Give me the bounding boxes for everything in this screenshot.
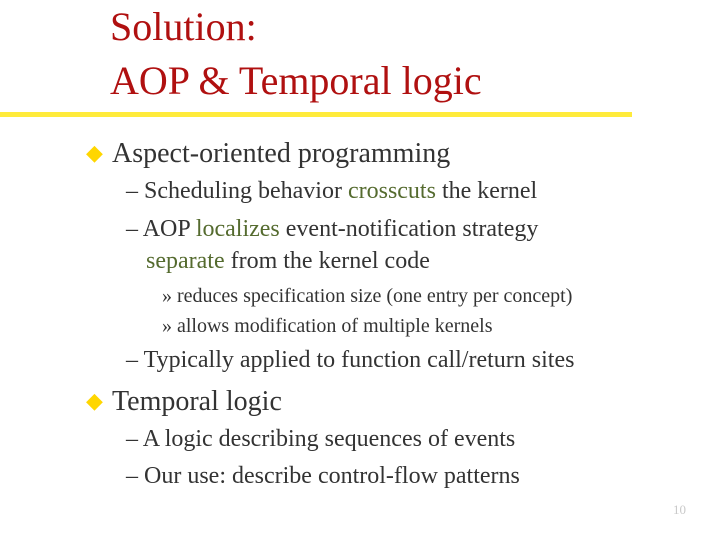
logic-describing-text: A logic describing sequences of events [142,426,516,452]
chevron-marker: » [162,315,177,337]
bullet-temporal [86,384,282,419]
localizes-text-post: event-notification strategy [279,216,539,242]
dash-marker: – [126,463,144,489]
item-our-use [126,460,520,492]
title-line-1: Solution: [110,4,257,49]
diamond-bullet-icon: ◆ [86,388,103,413]
title-underline [0,112,632,117]
localizes-continuation [126,245,538,277]
dash-marker: – [126,347,144,373]
dash-marker: – [126,216,143,242]
subitem-allows [162,312,493,340]
scheduling-text-pre: Scheduling behavior [144,178,348,204]
crosscuts-highlight: crosscuts [347,178,436,204]
localizes-text-pre: AOP [142,216,196,242]
aop-heading: Aspect-oriented programming [112,138,451,169]
dash-marker: – [126,426,143,452]
separate-highlight: separate [146,248,225,274]
typically-text: Typically applied to function call/return sites [143,347,575,373]
localizes-highlight: localizes [195,216,280,242]
temporal-heading: Temporal logic [112,386,282,417]
allows-text: allows modification of multiple kernels [177,315,493,337]
reduces-text: reduces specification size (one entry per concept) [177,285,573,307]
slide-number: 10 [673,502,686,517]
item-typically [126,344,574,376]
diamond-bullet-icon: ◆ [86,140,103,165]
slide-title [110,0,482,108]
our-use-text: Our use: describe control-flow patterns [144,463,520,489]
chevron-marker: » [162,285,177,307]
item-logic-describing [126,423,515,455]
title-line-2: AOP & Temporal logic [110,58,482,103]
subitem-reduces [162,282,572,310]
item-localizes [126,213,538,277]
bullet-aop [86,136,450,171]
scheduling-text-post: the kernel [435,178,538,204]
dash-marker: – [126,178,144,204]
item-scheduling [126,175,537,207]
separate-text-post: from the kernel code [224,248,430,274]
